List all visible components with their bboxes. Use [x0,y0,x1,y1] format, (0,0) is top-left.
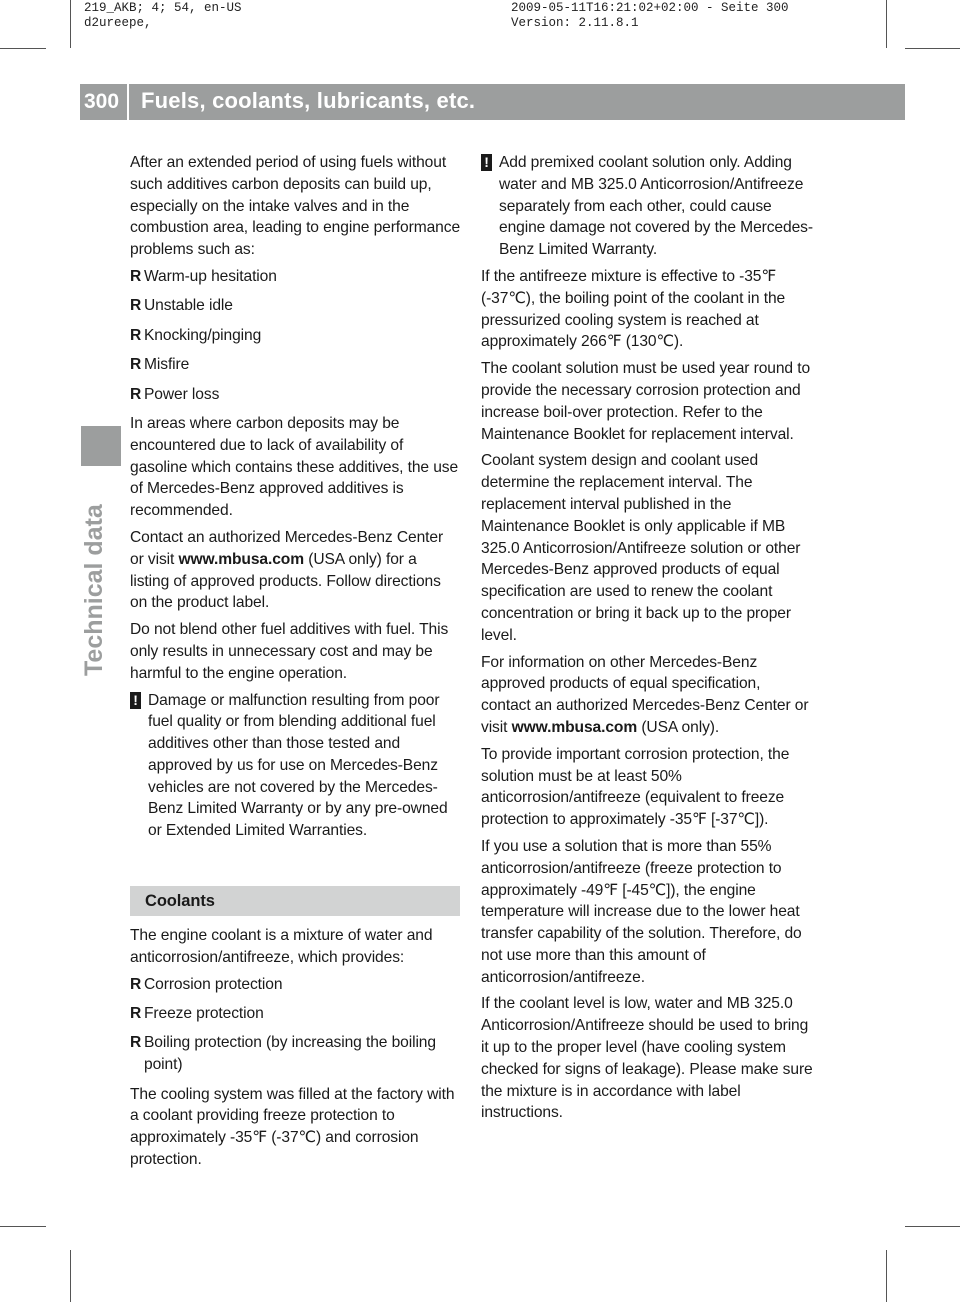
contact-paragraph [130,527,460,614]
info-prefix: For information on other Mercedes-Benz approved products of equal specification, contact an authorized Mercedes-Benz Center or visit [481,653,809,736]
coolants-heading: Coolants [130,886,460,916]
list-item [130,354,460,376]
year-round-paragraph: The coolant solution must be used year round to provide the necessary corrosion protection and increase boil-over protection. Refer to the Maintenance Booklet for replacement interval. [481,360,811,443]
crop-mark [70,0,71,48]
print-meta-right [511,1,789,31]
list-item [130,266,460,288]
problem-list [130,266,460,405]
print-meta-line: 219_AKB; 4; 54, en-US [84,1,242,15]
section-tab-label: Technical data [80,504,108,676]
warning-icon: ! [130,692,141,709]
page-number: 300 [84,90,120,113]
bullet-icon: R [130,267,142,285]
bullet-icon: R [130,356,142,374]
crop-mark [70,1250,71,1302]
print-meta-line: 2009-05-11T16:21:02+02:00 - Seite 300 [511,1,789,15]
areas-paragraph: In areas where carbon deposits may be encountered due to lack of availability of gasoline which contains these additives, the use of Mercedes-Benz approved additives is recommended. [130,414,459,520]
design-paragraph: Coolant system design and coolant used determine the replacement interval. The replacement interval published in the Maintenance Booklet is only applicable if MB 325.0 Anticorrosion/Antifreeze solution or other Mercedes-Benz approved products of equal specification are used to renew the coolant concentration or bring it back up to the proper level. [481,452,801,644]
list-item [130,384,460,406]
info-suffix: (USA only). [641,718,720,736]
crop-mark [0,48,46,49]
bullet-icon: R [130,326,142,344]
crop-mark [0,1226,46,1227]
print-meta-line: Version: 2.11.8.1 [511,16,639,30]
crop-mark [886,0,887,48]
notice-text: Damage or malfunction resulting from poor fuel quality or from blending additional fuel additives other than those tested and approved by us for use on Mercedes-Benz vehicles are not covered by the Mercedes-Benz Limited Warranty or by any pre-owned or Extended Limited Warranties. [148,691,448,840]
list-item [130,295,460,317]
bullet-icon: R [130,1005,142,1023]
print-meta-left [84,1,242,31]
notice-text: Add premixed coolant solution only. Adding water and MB 325.0 Anticorrosion/Antifreeze separately from each other, could cause engine damage not covered by the Mercedes-Benz Limited Warranty. [499,154,813,259]
low-level-paragraph: If the coolant level is low, water and MB 325.0 Anticorrosion/Antifreeze should be used to bring it up to the proper level (have cooling system checked for signs of leakage). Please make sure the mixture is in accordance with label instructions. [481,995,813,1122]
list-item [130,1003,460,1025]
page-title: Fuels, coolants, lubricants, etc. [141,88,476,113]
list-item-text: Warm-up hesitation [144,267,277,285]
contact-suffix: (USA only) for a listing of approved products. Follow directions on the product label. [130,550,441,612]
factory-fill-paragraph: The cooling system was filled at the factory with a coolant providing freeze protection to approximately -35℉ (-37℃) and corrosion protection. [130,1085,455,1169]
list-item-text: Corrosion protection [144,975,283,993]
list-item [130,1032,460,1076]
min-solution-paragraph: To provide important corrosion protection, the solution must be at least 50% anticorrosion/antifreeze (equivalent to freeze protection to approximately -35℉ [-37℃]). [481,745,790,829]
info-paragraph [481,652,813,739]
list-item-text: Boiling protection (by increasing the boiling point) [144,1034,436,1074]
tab-marker [81,426,121,466]
crop-mark [886,1250,887,1302]
right-column [481,152,813,1129]
crop-mark [905,48,960,49]
bullet-icon: R [130,975,142,993]
crop-mark [905,1226,960,1227]
bullet-icon: R [130,297,142,315]
bullet-icon: R [130,1034,142,1052]
coolant-intro: The engine coolant is a mixture of water and anticorrosion/antifreeze, which provides: [130,927,433,966]
header-divider [127,56,129,122]
left-column [130,152,460,1176]
intro-paragraph: After an extended period of using fuels without such additives carbon deposits can build up, especially on the intake valves and in the combustion area, leading to engine performance problems such as: [130,154,461,259]
list-item [130,325,460,347]
list-item-text: Unstable idle [144,297,233,315]
over-55-paragraph: If you use a solution that is more than 55% anticorrosion/antifreeze (freeze protection to approximately -49℉ [-45℃]), the engine temperature will increase due to the lower heat transfer capability of the solution. Therefore, do not use more than this amount of anticorrosion/antifreeze. [481,837,802,986]
premixed-notice [481,152,813,261]
print-meta-line: d2ureepe, [84,16,152,30]
no-blend-paragraph: Do not blend other fuel additives with fuel. This only results in unnecessary cost and may be harmful to the engine operation. [130,621,449,682]
mbusa-link[interactable]: www.mbusa.com [178,550,304,568]
boiling-point-paragraph: If the antifreeze mixture is effective to -35℉ (-37℃), the boiling point of the coolant in the pressurized cooling system is reached at approximately 266℉ (130℃). [481,267,786,351]
warning-icon: ! [481,154,492,171]
list-item-text: Power loss [144,385,220,403]
mbusa-link[interactable]: www.mbusa.com [511,718,638,736]
list-item-text: Freeze protection [144,1005,264,1023]
list-item [130,974,460,996]
damage-notice [130,690,460,843]
list-item-text: Knocking/pinging [144,326,262,344]
section-tab [80,426,122,724]
list-item-text: Misfire [144,356,190,374]
contact-prefix: Contact an authorized Mercedes-Benz Center or visit [130,528,444,568]
bullet-icon: R [130,385,142,403]
coolant-benefit-list [130,974,460,1076]
